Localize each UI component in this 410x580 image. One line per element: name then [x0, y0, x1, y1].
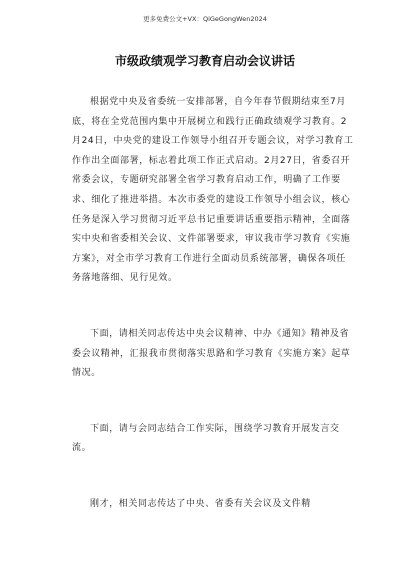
paragraph: 根据党中央及省委统一安排部署，自今年春节假期结束至7月底，将在全党范围内集中开展树立和践行正确政绩观学习教育。2月24日，中央党的建设工作领导小组召开专题会议，对学习教育工作作出全面部署，标志着此项工作正式启动。2月27日，省委召开常委会议，专题研究部署全省学习教育启动工作，明确了工作要求、细化了推进举措。本次市委党的建设工作领导小组会议，核心任务是深入学习贯彻习近平总书记重要讲话重要指示精神，全面落实中央和省委相关会议、文件部署要求，审议我市学习教育《实施方案》，对全市学习教育工作进行全面动员系统部署，确保各项任务落地落细、见行见效。 [72, 97, 354, 284]
paragraph: 下面，请与会同志结合工作实际，围绕学习教育开展发言交流。 [72, 423, 340, 454]
paragraph: 下面，请相关同志传达中央会议精神、中办《通知》精神及省委会议精神，汇报我市贯彻落实思路和学习教育《实施方案》起草情况。 [72, 328, 351, 379]
document-title: 市级政绩观学习教育启动会议讲话 [114, 54, 295, 68]
paragraph: 刚才，相关同志传达了中央、省委有关会议及文件精 [90, 498, 311, 509]
header-note: 更多免费公文+VX：QiGeGongWen2024 [143, 15, 267, 23]
document-body [72, 93, 354, 515]
